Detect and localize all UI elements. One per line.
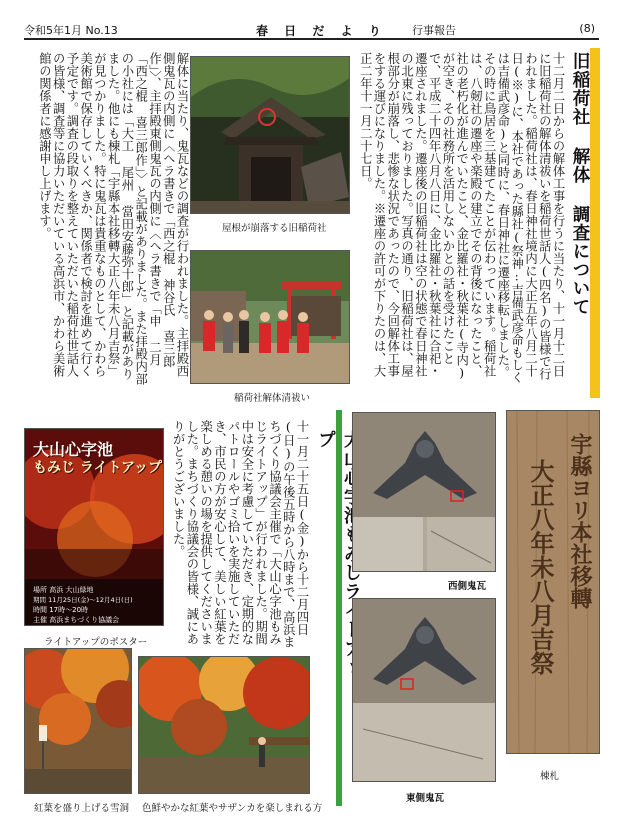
article2-body: 十一月二十五日(金)から十二月四日(日)の午後五時から八時まで、高浜まちづくり協議会主催で「大山心字池もみじライトアップ」が行われました。期間中は安全に考慮していただき、定期的なパトロールやゴミ拾いを実施していただき、市民の方が安心して、美しい紅葉を楽しめる憩いの場を提供してくださいました。まちづくり協議会の皆様、誠にありがとうございました。 (171, 420, 309, 649)
caption-poster: ライトアップのポスター (44, 637, 148, 648)
caption-autumn-lanterns: 紅葉を盛り上げる雪洞 (34, 803, 130, 814)
east-onigawara-illustration (353, 599, 496, 782)
autumn-lanterns-illustration (25, 649, 132, 794)
issue-number: 令和5年1月 No.13 (24, 24, 118, 37)
article1-headline: 旧稲荷社 解体 調査について (570, 52, 590, 316)
west-onigawara-illustration (353, 413, 496, 572)
article1-body-left: 解体に当たり、鬼瓦などの調査が行われました。主拝殿西側鬼瓦の内側に〈ヘラ書きで「西之棍 神谷氏 喜三郎 作」〉、主拝殿東側鬼瓦の内側に〈ヘラ書きで「申 二月 「西之棍 喜三郎作」〉と記載がありました。また拝殿内部の小社には「大工 尾州 當田安藤弥十郎」と記載がありました。他にも棟札「宇縣本社移轉大正八年未八月吉祭」が見つかりました。特に鬼瓦は貴重なものとして、かわら美術館で保存していくべきか、関係者で検討を進めて行く予定です。調査の段取りを整えていただいた稲荷社世話人の皆様、調査等に協力いただいている高浜市、かわら美術館の関係者に感謝申し上げます。 (37, 52, 189, 386)
cleansing-ceremony-illustration (191, 251, 350, 384)
photo-autumn-lanterns (24, 648, 132, 794)
section-label: 行事報告 (412, 24, 456, 37)
caption-munafuda: 棟札 (540, 771, 560, 782)
article2-headline: じライ プ (315, 430, 362, 620)
page-header (24, 20, 599, 40)
caption-collapsed-shrine: 屋根が崩落する旧稲荷社 (222, 223, 327, 234)
caption-west-onigawara: 西側鬼瓦 (448, 581, 487, 592)
photo-east-onigawara-set (352, 598, 496, 782)
article1-body-right: 十二月二日からの解体工事を行うに当たり、十一月十二日に旧稲荷社の解体清祓いを稲荷世話人(四名)の皆様で行われました。稲荷社は、春日神社境内に大正五年八月二十日(※)に、本社であった縣社(祭神:吉備武彦命もしくは吉備武彦命)と同時に、春日神社に遷座移転しました。その時に鳥居を三基建てたことが伝わっています。稲荷社は、八剱社の遷座や楽殿の建立でその背後になったこと、社の老朽化が進んでいたこと、金比羅社・秋葉社(寺内)が空き、その社務所を活用しないかとの話を受けたことで、平成二十四年八月八日に、金比羅社・秋葉社に合祀・遷座されました。遷座後の旧稲荷社は空の状態で春日神社の北東に残っておりました。写真の通り、旧稲荷社は、屋根部分が崩落し、悲惨な状況であったので、今回解体工事をする運びになりました。※遷座の許可が下りたのは、大正二年十一月二十七日。 (358, 52, 565, 384)
munafuda-line-1: 宇縣ヨリ本社移轉 (567, 433, 593, 609)
photo-munafuda (506, 410, 600, 754)
caption-cleansing-ceremony: 稲荷社解体清祓い (234, 393, 311, 404)
autumn-visitors-illustration (139, 657, 310, 794)
poster-info-1: 場所 高浜 大山緑地 (33, 586, 94, 594)
photo-west-onigawara-set (352, 412, 496, 572)
poster-info-4: 主催 高浜まちづくり協議会 (33, 616, 120, 624)
munafuda-line-2: 大正八年未八月吉祭 (526, 459, 555, 675)
photo-collapsed-shrine (190, 56, 350, 214)
collapsed-shrine-illustration (191, 57, 350, 214)
newsletter-title: 春 日 だ よ り (256, 24, 387, 38)
photo-cleansing-ceremony (190, 250, 350, 384)
photo-autumn-visitors (138, 656, 310, 794)
caption-autumn-visitors: 色鮮やかな紅葉やサザンカを楽しまれる方 (142, 803, 323, 814)
poster-title-1: 大山心字池 (33, 440, 114, 459)
poster-info-2: 期間 11月25日(金)～12月4日(日) (33, 596, 133, 604)
poster-title-2: もみじ ライトアップ (33, 460, 163, 476)
page-number: (8) (579, 22, 595, 35)
lightup-poster (24, 428, 164, 626)
caption-east-onigawara: 東側鬼瓦 (406, 793, 445, 804)
poster-info-3: 時間 17時～20時 (33, 606, 89, 614)
